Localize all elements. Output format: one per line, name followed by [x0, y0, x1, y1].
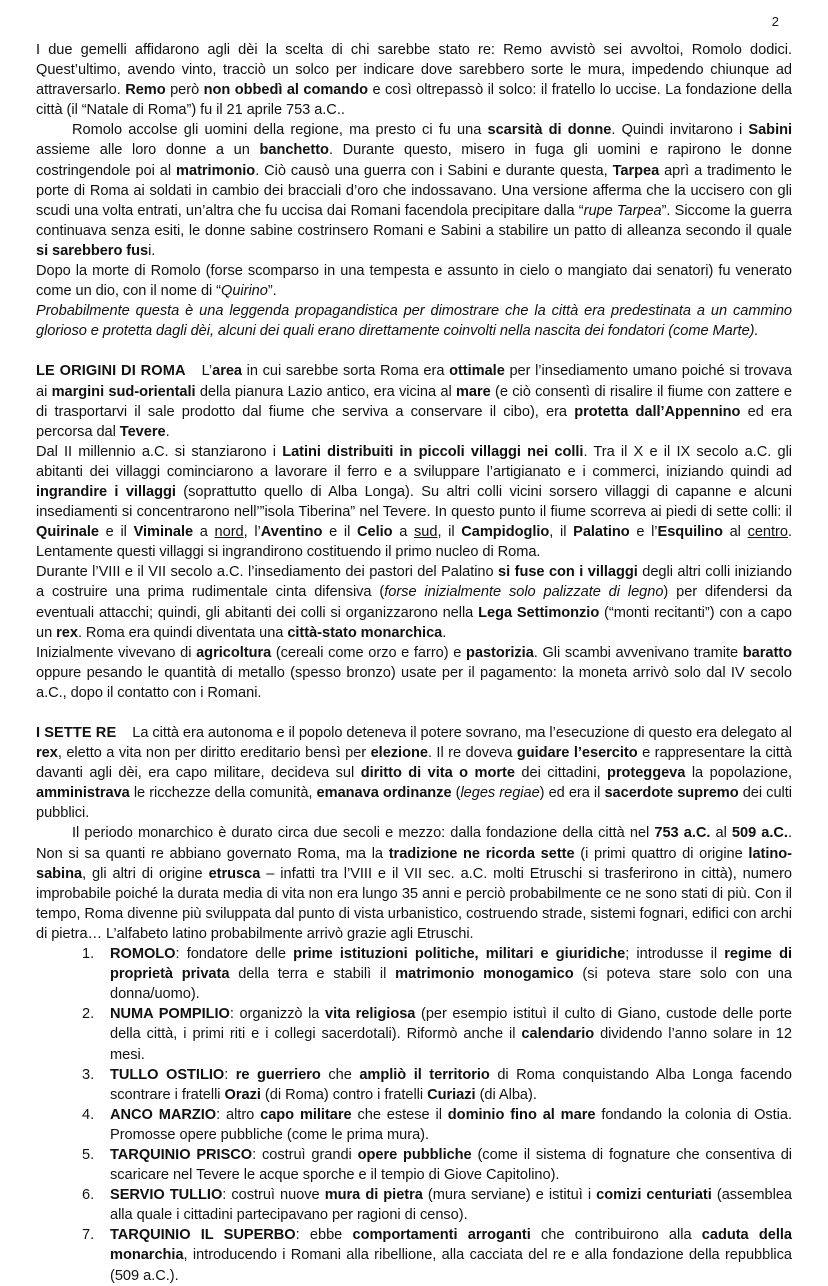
section-origini-paragraph-3: Durante l’VIII e il VII secolo a.C. l’insediamento dei pastori del Palatino si fuse con i villaggi degli altri colli iniziando a costruire una prima rudimentale cinta difensiva (forse inizialmente solo palizzate di legno) per difendersi da eventuali attacchi; quindi, gli abitanti dei colli si organizzarono nella Lega Settimonzio (“monti recitanti”) con a capo un rex. Roma era quindi diventata una città-stato monarchica.: [36, 564, 793, 641]
list-item: ROMOLO: fondatore delle prime istituzioni politiche, militari e giuridiche; introdusse il regime di proprietà privata della terra e stabilì il matrimonio monogamico (si poteva stare solo con una donna/uomo).: [110, 946, 792, 1003]
section-origini-paragraph-2: Dal II millennio a.C. si stanziarono i Latini distribuiti in piccoli villaggi nei colli. Tra il X e il IX secolo a.C. gli abitanti dei villaggi cominciarono a lavorare il ferro e a sviluppare l’artigianato e i commerci, iniziando quindi ad ingrandire i villaggi (soprattutto quello di Alba Longa). Su altri colli vicini sorsero villaggi di capanne e alcuni insediamenti si concentrarono nell’”isola Tiberina” nel Tevere. In questo punto il fiume scorreva ai piedi di sette colli: il Quirinale e il Viminale a nord, l’Aventino e il Celio a sud, il Campidoglio, il Palatino e l’Esquilino al centro. Lentamente questi villaggi si ingrandirono costituendo il primo nucleo di Roma.: [36, 443, 792, 561]
kings-list: [36, 944, 792, 1286]
section-origini-first-paragraph: [36, 361, 792, 441]
section-sette-re-first-paragraph: [36, 723, 792, 823]
paragraph-intro-4: Probabilmente questa è una leggenda propagandistica per dimostrare che la città era predestinata a un cammino glorioso e protetta dagli dèi, alcuni dei quali erano direttamente coinvolti nella nascita dei fondatori (come Marte).: [36, 303, 792, 340]
page-number: 2: [771, 14, 779, 29]
paragraph-intro-1: I due gemelli affidarono agli dèi la scelta di chi sarebbe stato re: Remo avvistò sei avvoltoi, Romolo dodici. Quest’ultimo, avendo vinto, tracciò un solco per indicare dove sarebbero sorte le mura, impedendo chiunque ad attraversarlo. Remo però non obbedì al comando e così oltrepassò il solco: il fratello lo uccise. La fondazione della città (il “Natale di Roma”) fu il 21 aprile 753 a.C..: [36, 42, 793, 119]
section-spacer-1: [36, 341, 792, 361]
section-origini-lead-text: L’area in cui sarebbe sorta Roma era ottimale per l’insediamento umano poiché si trovava ai margini sud-orientali della pianura Lazio antico, era vicina al mare (e ciò consentì di risalire il fiume con zattere e di trasportarvi il sale prodotto dal fiume che serviva a conservare il cibo), era protetta dall’Appennino ed era percorsa dal Tevere.: [36, 363, 792, 440]
section-heading-sette-re: I SETTE RE: [36, 725, 117, 741]
list-item: TARQUINIO IL SUPERBO: ebbe comportamenti arroganti che contribuirono alla caduta della monarchia, introducendo i Romani alla ribellione, alla cacciata del re e alla fondazione della repubblica (509 a.C.).: [110, 1227, 792, 1284]
list-item: SERVIO TULLIO: costruì nuove mura di pietra (mura serviane) e istituì i comizi centuriati (assemblea alla quale i cittadini partecipavano per ragioni di censo).: [110, 1187, 792, 1224]
section-sette-re-lead-text: La città era autonoma e il popolo deteneva il potere sovrano, ma l’esecuzione di questo era delegato al rex, eletto a vita non per diritto ereditario bensì per elezione. Il re doveva guidare l’esercito e rappresentare la città davanti agli dèi, era capo militare, decideva sul diritto di vita o morte dei cittadini, proteggeva la popolazione, amministrava le ricchezze della comunità, emanava ordinanze (leges regiae) ed era il sacerdote supremo dei culti pubblici.: [36, 725, 792, 822]
section-sette-re-paragraph-2: Il periodo monarchico è durato circa due secoli e mezzo: dalla fondazione della città nel 753 a.C. al 509 a.C.. Non si sa quanti re abbiano governato Roma, ma la tradizione ne ricorda sette (i primi quattro di origine latino-sabina, gli altri di origine etrusca – infatti tra l’VIII e il VII sec. a.C. molti Etruschi si trasferirono in città), numero improbabile poiché la durata media di vita non era lungo 35 anni e perciò probabilmente ce ne sono stati di più. Con il tempo, Roma divenne più sviluppata dal punto di vista urbanistico, costruendo strade, sistemi fognari, edifici con archi di pietra… L’alfabeto latino probabilmente arrivò grazie agli Etruschi.: [36, 825, 792, 942]
document-body: [36, 40, 792, 1286]
section-heading-origini: LE ORIGINI DI ROMA: [36, 363, 186, 380]
section-spacer-2: [36, 703, 792, 723]
paragraph-intro-2: Romolo accolse gli uomini della regione, ma presto ci fu una scarsità di donne. Quindi invitarono i Sabini assieme alle loro donne a un banchetto. Durante questo, misero in fuga gli uomini e rapirono le donne costringendole poi al matrimonio. Ciò causò una guerra con i Sabini e durante questa, Tarpea aprì a tradimento le porte di Roma ai soldati in cambio dei bracciali d’oro che indossavano. Una versione afferma che la uccisero con gli scudi una volta entrati, un’altra che fu uccisa dai Romani facendola precipitare dalla “rupe Tarpea”. Siccome la guerra continuava senza esiti, le donne sabine costrinsero Romani e Sabini a stabilire un patto di alleanza secondo il quale si sarebbero fusi.: [36, 122, 793, 259]
list-item: NUMA POMPILIO: organizzò la vita religiosa (per esempio istituì il culto di Giano, custode delle porte della città, i primi riti e i collegi sacerdotali). Riformò anche il calendario dividendo l’anno solare in 12 mesi.: [110, 1006, 793, 1063]
list-item: ANCO MARZIO: altro capo militare che estese il dominio fino al mare fondando la colonia di Ostia. Promosse opere pubbliche (come le prima mura).: [110, 1106, 793, 1143]
paragraph-intro-3: Dopo la morte di Romolo (forse scomparso in una tempesta e assunto in cielo o mangiato dai senatori) fu venerato come un dio, con il nome di “Quirino”.: [36, 263, 792, 300]
list-item: TARQUINIO PRISCO: costruì grandi opere pubbliche (come il sistema di fognature che consentiva di scaricare nel Tevere le acque sporche e il tempio di Giove Capitolino).: [110, 1146, 793, 1184]
section-origini-paragraph-4: Inizialmente vivevano di agricoltura (cereali come orzo e farro) e pastorizia. Gli scambi avvenivano tramite baratto oppure pesando le quantità di metallo (spesso bronzo) usate per il pagamento: la moneta arrivò solo dal IV secolo a.C., dopo il contatto con i Romani.: [36, 644, 792, 701]
list-item: TULLO OSTILIO: re guerriero che ampliò il territorio di Roma conquistando Alba Longa facendo scontrare i fratelli Orazi (di Roma) contro i fratelli Curiazi (di Alba).: [110, 1066, 792, 1103]
